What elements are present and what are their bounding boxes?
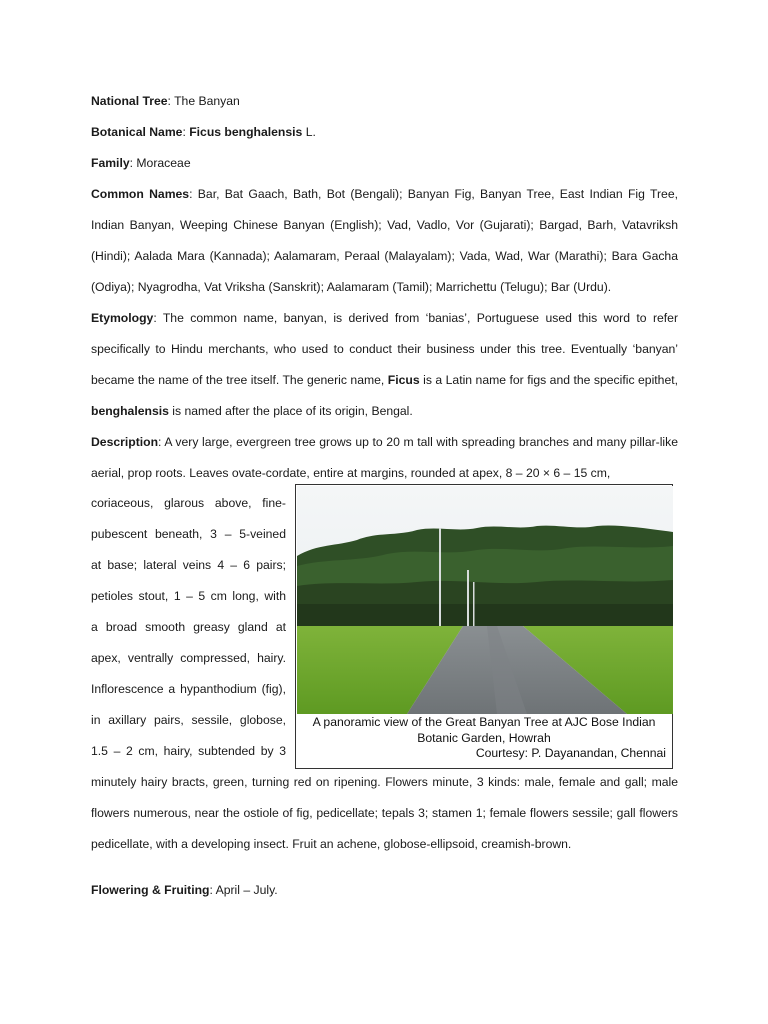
description-column-line: pubescent beneath, 3 – 5-veined xyxy=(91,527,286,541)
common-names-label: Common Names xyxy=(91,187,190,201)
flowering-line xyxy=(91,875,678,906)
national-tree-label: National Tree xyxy=(91,94,168,108)
figure-credit: Courtesy: P. Dayanandan, Chennai xyxy=(475,746,666,760)
banyan-photo xyxy=(297,486,673,714)
national-tree-value: : The Banyan xyxy=(167,94,240,108)
description-column-line: in axillary pairs, sessile, globose, xyxy=(91,713,286,727)
description-label: Description xyxy=(91,435,159,449)
description-column-line: at base; lateral veins 4 – 6 pairs; xyxy=(91,558,286,572)
common-names-text: : Bar, Bat Gaach, Bath, Bot (Bengali); Banyan Fig, Banyan Tree, East Indian Fig Tree, Indian Banyan, Weeping Chinese Banyan (English); Vad, Vadlo, Vor (Gujarati); Bargad, Barh, Vatavriksh (Hindi); Aalada Mara (Kannada); Aalamaram, Peraal (Malayalam); Vada, Wad, War (Marathi); Bara Gacha (Odiya); Nyagrodha, Vat Vriksha (Sanskrit); Aalamaram (Tamil); Marrichettu (Telugu); Bar (Urdu). xyxy=(91,187,678,294)
family-value: : Moraceae xyxy=(129,156,191,170)
etymology-paragraph xyxy=(91,303,678,427)
botanical-name-sep: : xyxy=(182,125,190,139)
description-column-line: Inflorescence a hypanthodium (fig), xyxy=(91,682,286,696)
flowering-label: Flowering & Fruiting xyxy=(91,883,210,897)
family-label: Family xyxy=(91,156,130,170)
description-continuation: minutely hairy bracts, green, turning red on ripening. Flowers minute, 3 kinds: male, female and gall; male flowers numerous, near the ostiole of fig, pedicellate; tepals 3; stamen 1; female flowers sessile; gall flowers pedicellate, with a developing insect. Fruit an achene, globose-ellipsoid, creamish-brown. xyxy=(91,775,678,851)
etymology-epithet: benghalensis xyxy=(91,404,169,418)
description-column xyxy=(91,488,286,767)
etymology-text-3: is named after the place of its origin, Bengal. xyxy=(168,404,413,418)
description-intro xyxy=(91,427,678,489)
botanical-name-line xyxy=(91,117,678,148)
botanical-name-label: Botanical Name xyxy=(91,125,183,139)
etymology-text-2: is a Latin name for figs and the specific epithet, xyxy=(419,373,679,387)
description-column-line: a broad smooth greasy gland at xyxy=(91,620,286,634)
national-tree-line xyxy=(91,86,678,117)
description-column-line: coriaceous, glarous above, fine- xyxy=(91,496,286,510)
etymology-genus: Ficus xyxy=(387,373,420,387)
banyan-photo-figure xyxy=(295,484,673,769)
family-line xyxy=(91,148,678,179)
etymology-text-1: : The common name, banyan, is derived from ‘banias’, Portuguese used this word to refer specifically to Hindu merchants, who used to conduct their business under this tree. Eventually ‘banyan’ became the name of the tree itself. The generic name, xyxy=(91,311,678,387)
figure-caption-text: A panoramic view of the Great Banyan Tree at AJC Bose Indian Botanic Garden, Howrah xyxy=(312,715,656,745)
figure-caption xyxy=(296,715,672,762)
description-column-line: apex, ventrally compressed, hairy. xyxy=(91,651,286,665)
flowering-value: : April – July. xyxy=(209,883,278,897)
etymology-label: Etymology xyxy=(91,311,154,325)
description-column-line: 1.5 – 2 cm, hairy, subtended by 3 xyxy=(91,744,286,758)
description-intro-text: : A very large, evergreen tree grows up to 20 m tall with spreading branches and many pillar-like aerial, prop roots. Leaves ovate-cordate, entire at margins, rounded at apex, 8 – 20 × 6 – 15 cm, xyxy=(91,435,678,480)
description-column-line: petioles stout, 1 – 5 cm long, with xyxy=(91,589,286,603)
common-names-paragraph xyxy=(91,179,678,303)
botanical-name-author: L. xyxy=(302,125,316,139)
botanical-name-value: Ficus benghalensis xyxy=(189,125,303,139)
